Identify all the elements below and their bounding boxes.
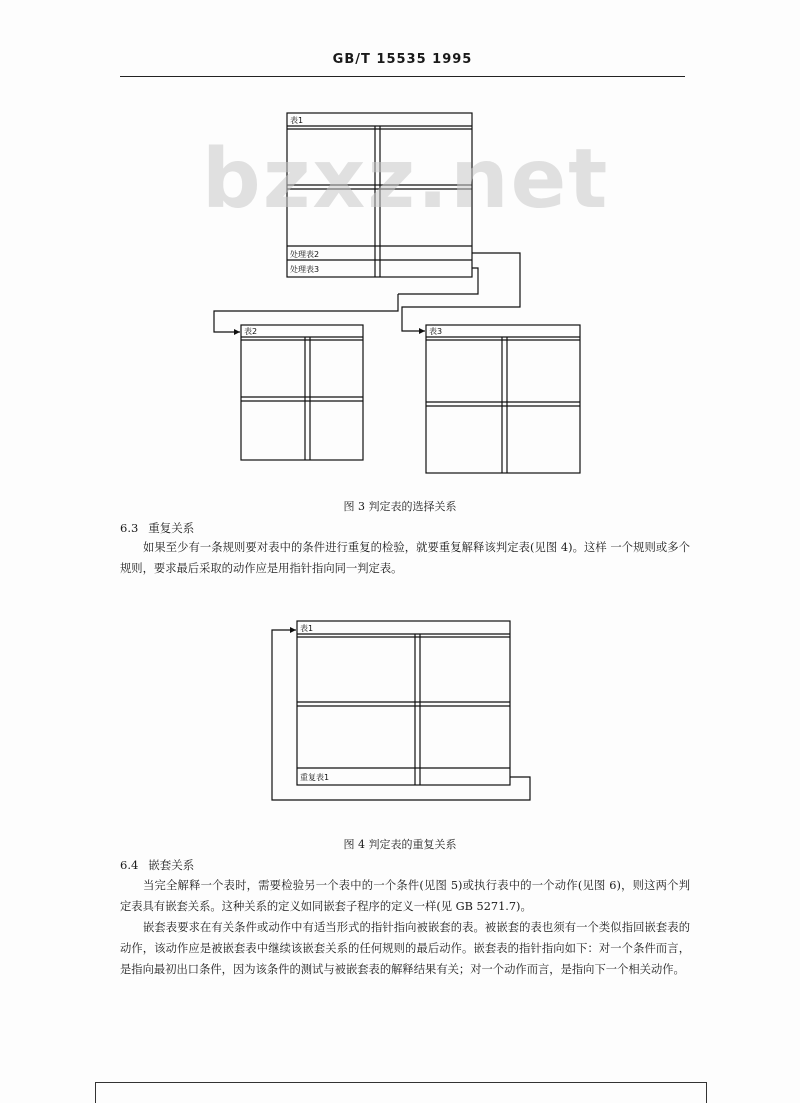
figure-3-caption: 图 3 判定表的选择关系 <box>343 500 457 513</box>
table1-title: 表1 <box>290 116 304 125</box>
section-number: 6.4 <box>120 858 139 872</box>
table2-title: 表2 <box>244 327 258 336</box>
table1-row-handle-table3: 处理表3 <box>290 265 320 274</box>
footer-frame <box>95 1082 707 1103</box>
fig4-table1-repeat-row: 重复表1 <box>300 773 330 782</box>
section-6-3-paragraph: 如果至少有一条规则要对表中的条件进行重复的检验，就要重复解释该判定表(见图 4)。这样 一个规则或多个规则，要求最后采取的动作应是用指针指向同一判定表。 <box>120 541 690 575</box>
section-title: 嵌套关系 <box>148 858 195 872</box>
watermark: bzxz.net <box>202 132 610 227</box>
section-number: 6.3 <box>120 521 139 535</box>
standard-code-header: GB/T 15535 1995 <box>332 52 473 67</box>
figure-4-caption: 图 4 判定表的重复关系 <box>343 838 457 851</box>
table3-title: 表3 <box>429 327 443 336</box>
arrow-head-icon <box>290 627 296 633</box>
fig4-table1-title: 表1 <box>300 624 314 633</box>
table1-row-handle-table2: 处理表2 <box>290 250 320 259</box>
section-title: 重复关系 <box>148 521 195 535</box>
section-6-4-paragraph-1: 当完全解释一个表时，需要检验另一个表中的一个条件(见图 5)或执行表中的一个动作(见图 6)，则这两个判定表具有嵌套关系。这种关系的定义如同嵌套子程序的定义一样(见 GB 5271.7)。 <box>120 879 690 913</box>
section-6-4-heading <box>120 857 194 873</box>
section-6-4-paragraph-2: 嵌套表要求在有关条件或动作中有适当形式的指针指向被嵌套的表。被嵌套的表也须有一个类似指回嵌套表的动作，该动作应是被嵌套表中继续该嵌套关系的任何规则的最后动作。嵌套表的指针指向如下：对一个条件而言，是指向最初出口条件，因为该条件的测试与被嵌套表的解释结果有关；对一个动作而言，是指向下一个相关动作。 <box>120 921 690 976</box>
